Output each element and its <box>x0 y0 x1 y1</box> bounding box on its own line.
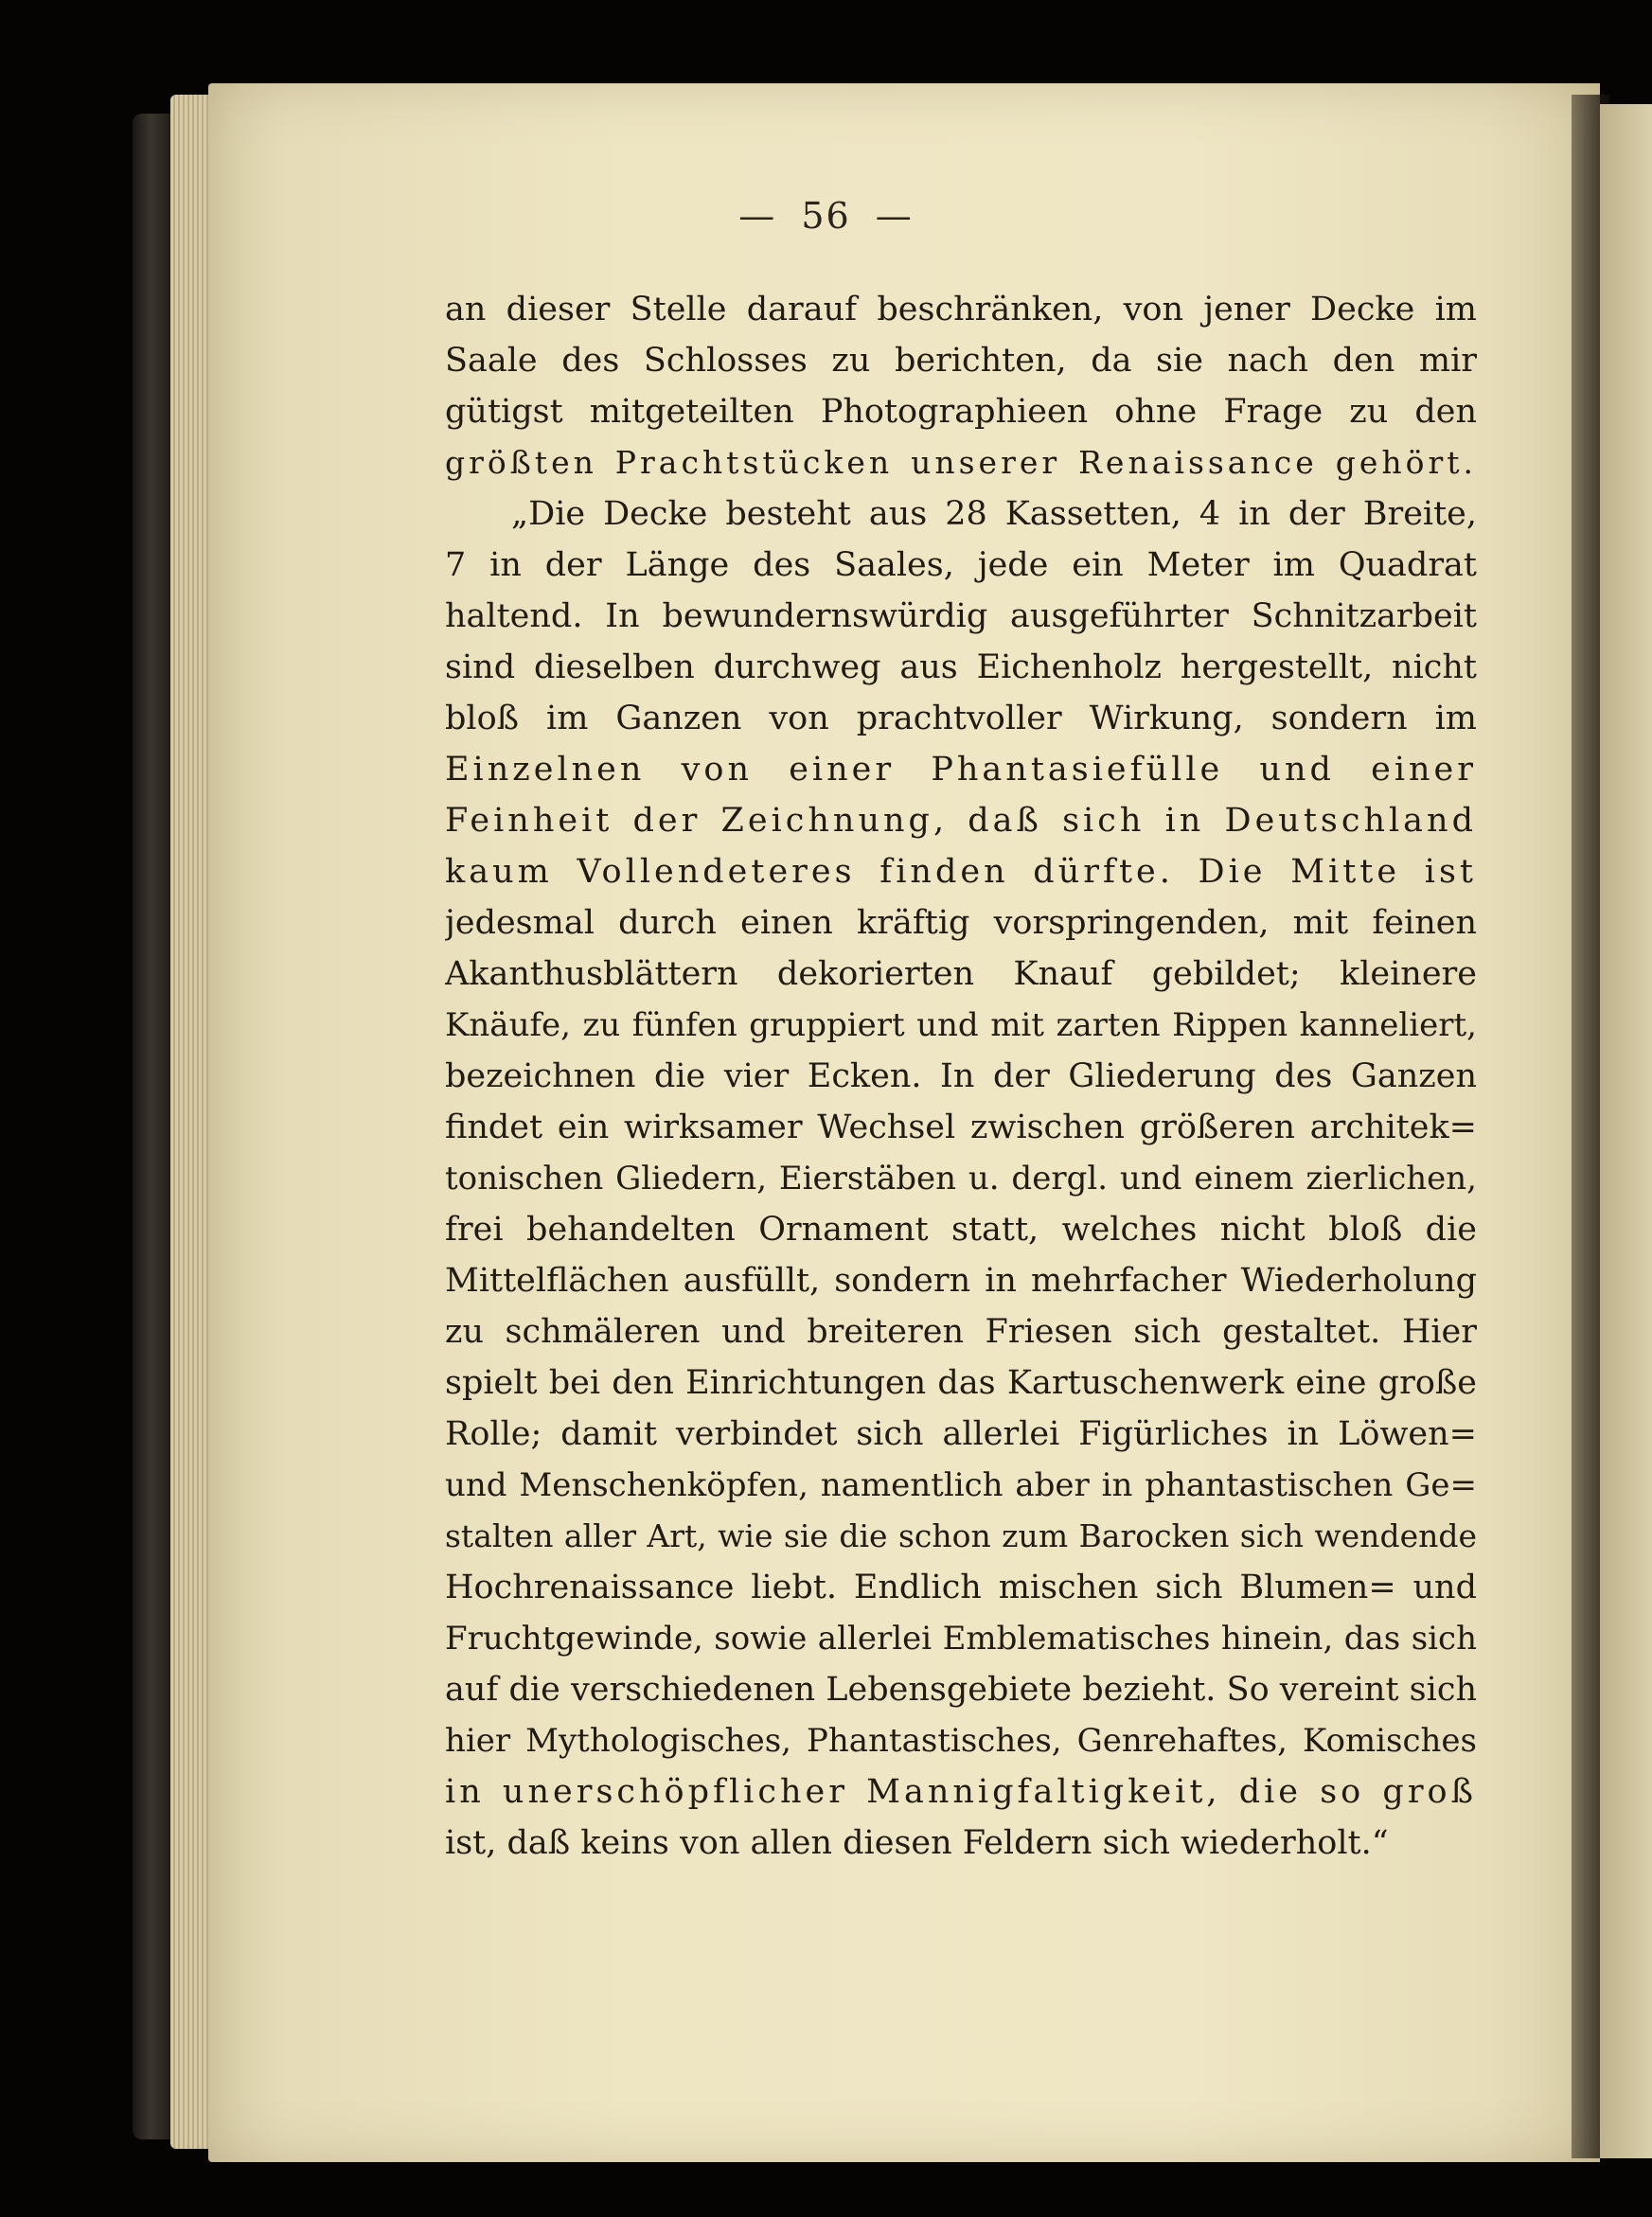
text-line-29: hier Mythologisches, Phantastisches, Genrehaftes, Komisches <box>445 1722 1477 1760</box>
text-line-28: auf die verschiedenen Lebensgebiete bezieht. So vereint sich <box>445 1671 1477 1709</box>
text-line-4: größten Prachtstücken unserer Renaissance gehört. <box>445 444 1477 481</box>
text-line-10: Einzelnen von einer Phantasiefülle und einer <box>445 751 1477 789</box>
text-line-2: Saale des Schlosses zu berichten, da sie nach den mir <box>445 342 1477 380</box>
body-text <box>445 284 1477 1869</box>
text-line-26: Hochrenaissance liebt. Endlich mischen sich Blumen= und <box>445 1569 1477 1606</box>
page-number <box>0 195 1652 237</box>
text-line-12: kaum Vollendeteres finden dürfte. Die Mitte ist <box>445 853 1477 891</box>
page-number-dash-left: — <box>738 195 777 237</box>
text-line-8: sind dieselben durchweg aus Eichenholz hergestellt, nicht <box>445 648 1477 686</box>
page-number-value: 56 <box>801 195 851 237</box>
text-line-30: in unerschöpflicher Mannigfaltigkeit, die so groß <box>445 1773 1477 1811</box>
text-line-31: ist, daß keins von allen diesen Feldern sich wiederholt.“ <box>445 1824 1389 1862</box>
text-line-5: „Die Decke besteht aus 28 Kassetten, 4 in der Breite, <box>511 495 1477 533</box>
text-line-19: frei behandelten Ornament statt, welches nicht bloß die <box>445 1211 1477 1249</box>
text-line-1: an dieser Stelle darauf beschränken, von jener Decke im <box>445 291 1477 328</box>
text-line-3: gütigst mitgeteilten Photographieen ohne Frage zu den <box>445 393 1477 431</box>
text-line-14: Akanthusblättern dekorierten Knauf gebildet; kleinere <box>445 955 1477 993</box>
text-line-7: haltend. In bewundernswürdig ausgeführter Schnitzarbeit <box>445 597 1477 635</box>
text-line-11: Feinheit der Zeichnung, daß sich in Deutschland <box>445 802 1477 840</box>
page-number-dash-right: — <box>875 195 914 237</box>
text-line-6: 7 in der Länge des Saales, jede ein Meter im Quadrat <box>445 546 1477 584</box>
text-line-16: bezeichnen die vier Ecken. In der Gliederung des Ganzen <box>445 1057 1477 1095</box>
text-line-9: bloß im Ganzen von prachtvoller Wirkung, sondern im <box>445 700 1477 737</box>
text-line-15: Knäufe, zu fünfen gruppiert und mit zarten Rippen kanneliert, <box>445 1006 1477 1044</box>
text-line-21: zu schmäleren und breiteren Friesen sich gestaltet. Hier <box>445 1313 1477 1351</box>
text-line-13: jedesmal durch einen kräftig vorspringenden, mit feinen <box>445 904 1477 942</box>
text-line-20: Mittelflächen ausfüllt, sondern in mehrfacher Wiederholung <box>445 1262 1477 1300</box>
next-page-edge <box>1600 104 1652 2158</box>
text-line-22: spielt bei den Einrichtungen das Kartuschenwerk eine große <box>445 1364 1477 1402</box>
text-line-18: tonischen Gliedern, Eierstäben u. dergl. und einem zierlichen, <box>445 1160 1477 1197</box>
text-line-25: stalten aller Art, wie sie die schon zum Barocken sich wendende <box>445 1517 1477 1554</box>
text-line-23: Rolle; damit verbindet sich allerlei Figürliches in Löwen= <box>445 1415 1477 1453</box>
text-line-17: findet ein wirksamer Wechsel zwischen größeren architek= <box>445 1108 1477 1146</box>
text-line-27: Fruchtgewinde, sowie allerlei Emblematisches hinein, das sich <box>445 1620 1477 1658</box>
text-line-24: und Menschenköpfen, namentlich aber in phantastischen Ge= <box>445 1466 1477 1504</box>
